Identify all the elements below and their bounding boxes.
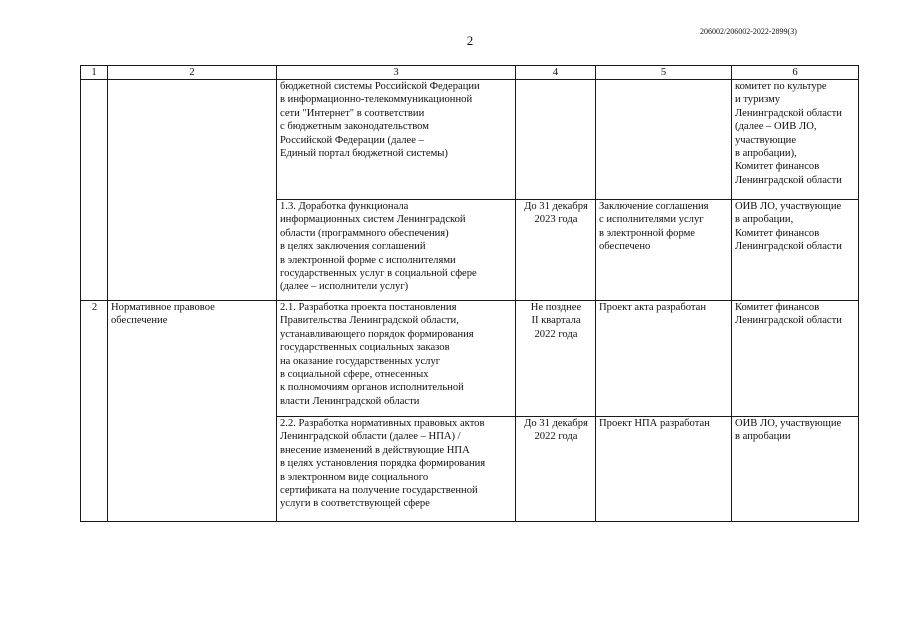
section-name-cell — [108, 417, 277, 522]
table-row — [81, 80, 859, 200]
column-number: 6 — [732, 66, 859, 80]
column-number: 2 — [108, 66, 277, 80]
result-cell: Проект НПА разработан — [596, 417, 732, 522]
table-row — [81, 200, 859, 301]
responsible-cell: Комитет финансов Ленинградской области — [732, 301, 859, 417]
column-number: 5 — [596, 66, 732, 80]
row-number-cell: 2 — [81, 301, 108, 417]
responsible-cell: комитет по культуре и туризму Ленинградской области (далее – ОИВ ЛО, участвующие в апробации), Комитет финансов Ленинградской области — [732, 80, 859, 200]
row-number-cell — [81, 80, 108, 200]
action-cell: 2.2. Разработка нормативных правовых актов Ленинградской области (далее – НПА) / внесение изменений в действующие НПА в целях установления порядка формирования в электронном виде социального сертификата на получение государственной услуги в соответствующей сфере — [277, 417, 516, 522]
action-cell: бюджетной системы Российской Федерации в информационно-телекоммуникационной сети "Интернет" в соответствии с бюджетным законодательством Российской Федерации (далее – Единый портал бюджетной системы) — [277, 80, 516, 200]
result-cell: Проект акта разработан — [596, 301, 732, 417]
action-cell: 1.3. Доработка функционала информационных систем Ленинградской области (программного обеспечения) в целях заключения соглашений в электронной форме с исполнителями государственных услуг в социальной сфере (далее – исполнители услуг) — [277, 200, 516, 301]
responsible-cell: ОИВ ЛО, участвующие в апробации — [732, 417, 859, 522]
result-cell: Заключение соглашения с исполнителями услуг в электронной форме обеспечено — [596, 200, 732, 301]
row-number-cell — [81, 417, 108, 522]
column-number: 3 — [277, 66, 516, 80]
section-name-cell: Нормативное правовое обеспечение — [108, 301, 277, 417]
column-number: 4 — [516, 66, 596, 80]
deadline-cell: Не позднее II квартала 2022 года — [516, 301, 596, 417]
deadline-cell — [516, 80, 596, 200]
table-row — [81, 301, 859, 417]
section-name-cell — [108, 80, 277, 200]
deadline-cell: До 31 декабря 2023 года — [516, 200, 596, 301]
column-number: 1 — [81, 66, 108, 80]
plan-table — [80, 65, 859, 522]
table-row — [81, 417, 859, 522]
action-cell: 2.1. Разработка проекта постановления Правительства Ленинградской области, устанавливающего порядок формирования государственных социальных заказов на оказание государственных услуг в социальной сфере, отнесенных к полномочиям органов исполнительной власти Ленинградской области — [277, 301, 516, 417]
page-number: 2 — [466, 33, 474, 48]
row-number-cell — [81, 200, 108, 301]
result-cell — [596, 80, 732, 200]
document-id: 206002/206002-2022-2899(3) — [700, 27, 797, 36]
responsible-cell: ОИВ ЛО, участвующие в апробации, Комитет финансов Ленинградской области — [732, 200, 859, 301]
column-number-row — [81, 66, 859, 80]
deadline-cell: До 31 декабря 2022 года — [516, 417, 596, 522]
section-name-cell — [108, 200, 277, 301]
